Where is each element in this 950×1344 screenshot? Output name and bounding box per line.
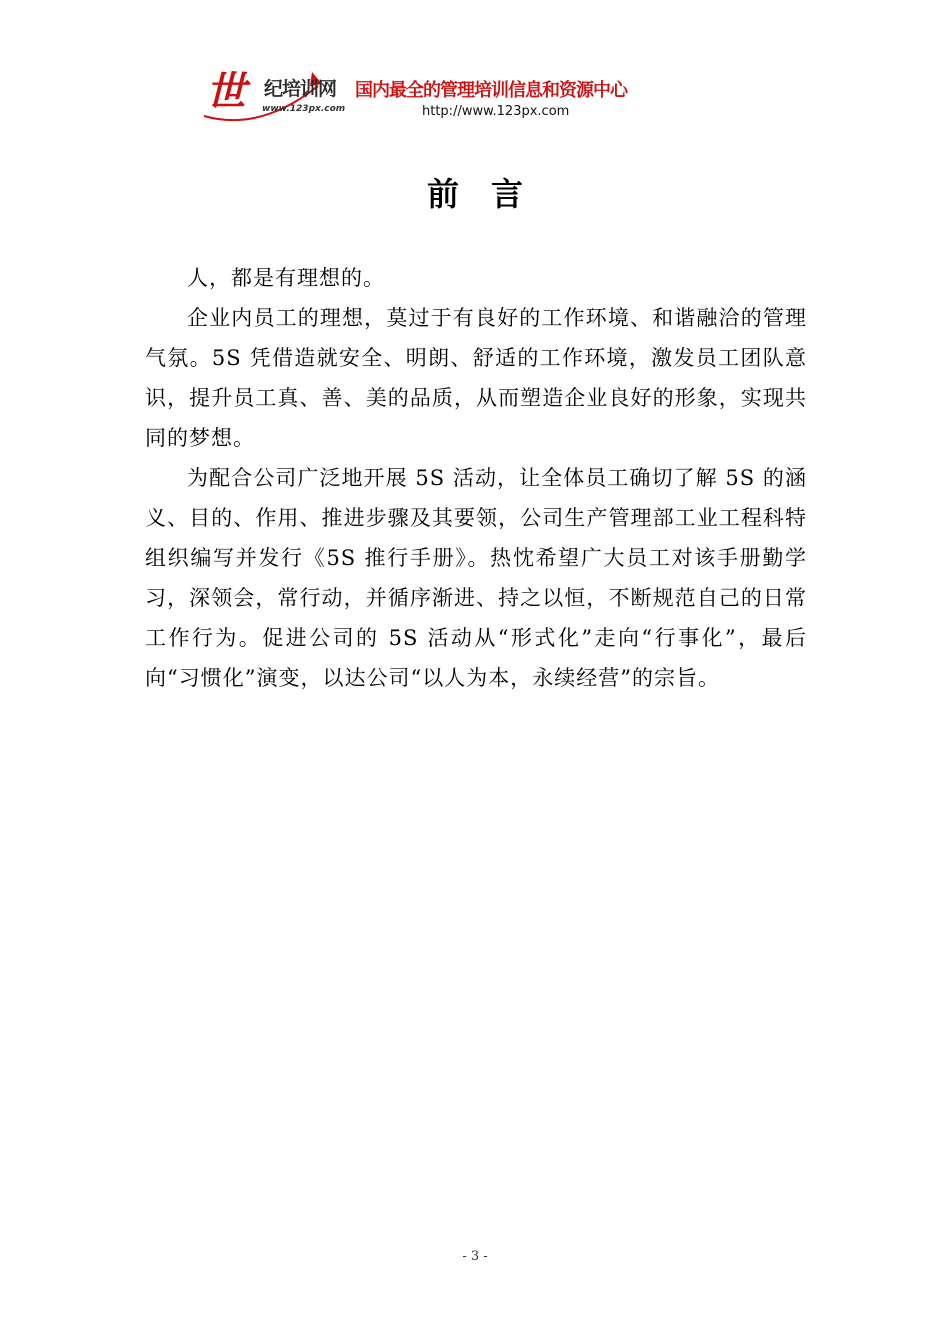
site-logo[interactable]: [200, 66, 360, 128]
logo-url: www.123px.com: [262, 104, 346, 114]
paragraph-1: 人，都是有理想的。: [187, 266, 385, 290]
paragraph-2: 企业内员工的理想，莫过于有良好的工作环境、和谐融洽的管理气氛。5S 凭借造就安全、明朗、舒适的工作环境，激发员工团队意识，提升员工真、善、美的品质，从而塑造企业良好的形象，实现共同的梦想。: [145, 306, 807, 450]
paragraph-3: 为配合公司广泛地开展 5S 活动，让全体员工确切了解 5S 的涵义、目的、作用、推进步骤及其要领，公司生产管理部工业工程科特组织编写并发行《5S 推行手册》。热忱希望广大员工对该手册勤学习，深领会，常行动，并循序渐进、持之以恒，不断规范自己的日常工作行为。促进公司的 5S 活动从“形式化”走向“行事化”，最后向“习惯化”演变，以达公司“以人为本，永续经营”的宗旨。: [145, 466, 807, 690]
page-title: 前 言: [426, 175, 523, 213]
logo-mark: 世: [206, 69, 246, 115]
site-header: [200, 66, 690, 128]
site-url-link[interactable]: http://www.123px.com: [422, 104, 570, 119]
site-slogan: 国内最全的管理培训信息和资源中心: [355, 80, 627, 101]
page-number: - 3 -: [462, 1249, 488, 1264]
logo-name: 纪培训网: [264, 78, 337, 100]
document-body: [145, 258, 807, 698]
